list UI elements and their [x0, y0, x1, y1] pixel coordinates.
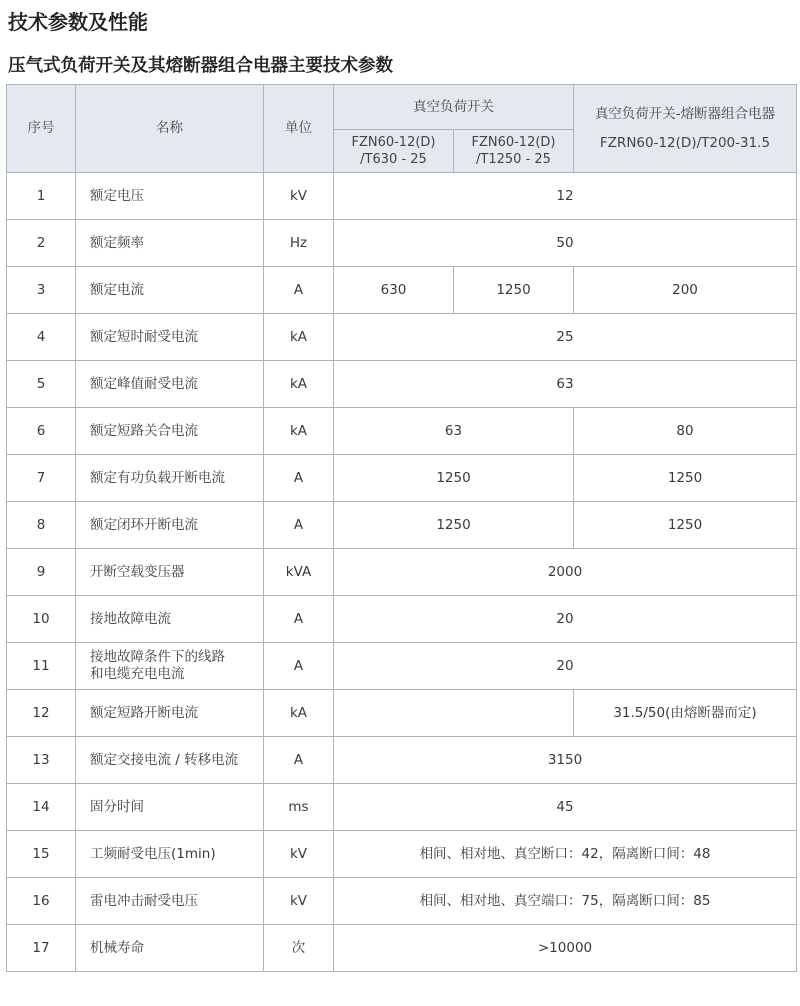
row-name [76, 455, 264, 502]
row-value: 2000 [334, 549, 797, 596]
row-value-vacuum: 1250 [334, 455, 574, 502]
row-unit: A [264, 267, 334, 314]
row-unit: kV [264, 878, 334, 925]
table-row [7, 925, 797, 972]
row-name [76, 878, 264, 925]
header-fzn-t630-line2: /T630 - 25 [360, 152, 427, 167]
row-name-line: 额定有功负载开断电流 [90, 469, 225, 486]
header-name: 名称 [76, 85, 264, 173]
row-seq: 2 [7, 220, 76, 267]
row-value: >10000 [334, 925, 797, 972]
row-name-line: 额定频率 [90, 234, 144, 251]
row-name-line: 额定交接电流 / 转移电流 [90, 751, 239, 768]
table-row [7, 784, 797, 831]
row-unit: kA [264, 314, 334, 361]
row-value-combo: 1250 [574, 455, 797, 502]
row-name [76, 408, 264, 455]
row-name [76, 596, 264, 643]
table-row [7, 361, 797, 408]
row-value-fzn-t630: 630 [334, 267, 454, 314]
row-unit: 次 [264, 925, 334, 972]
header-seq: 序号 [7, 85, 76, 173]
row-name-line: 额定电压 [90, 187, 144, 204]
row-unit: A [264, 455, 334, 502]
row-seq: 17 [7, 925, 76, 972]
header-combo-group [574, 85, 797, 173]
row-unit: kA [264, 408, 334, 455]
table-row [7, 314, 797, 361]
header-vacuum-switch: 真空负荷开关 [334, 85, 574, 130]
table-row [7, 831, 797, 878]
row-value: 25 [334, 314, 797, 361]
row-name [76, 925, 264, 972]
row-name-line: 额定短时耐受电流 [90, 328, 198, 345]
row-value-fzn-t1250: 1250 [454, 267, 574, 314]
row-name [76, 361, 264, 408]
header-fzn-t1250 [454, 130, 574, 173]
row-value-vacuum [334, 690, 574, 737]
row-unit: Hz [264, 220, 334, 267]
table-row [7, 549, 797, 596]
row-seq: 3 [7, 267, 76, 314]
row-name-line: 额定闭环开断电流 [90, 516, 198, 533]
row-value-combo: 1250 [574, 502, 797, 549]
row-value-combo: 200 [574, 267, 797, 314]
row-unit: A [264, 596, 334, 643]
row-name-line: 和电缆充电电流 [90, 666, 185, 682]
row-name-line: 开断空载变压器 [90, 563, 185, 580]
row-value: 3150 [334, 737, 797, 784]
header-fzn-t630-line1: FZN60-12(D) [351, 135, 436, 150]
row-name [76, 314, 264, 361]
row-name [76, 220, 264, 267]
row-value: 45 [334, 784, 797, 831]
row-name [76, 173, 264, 220]
row-unit: kV [264, 173, 334, 220]
row-unit: kVA [264, 549, 334, 596]
row-unit: A [264, 502, 334, 549]
row-seq: 16 [7, 878, 76, 925]
row-name [76, 643, 264, 690]
row-seq: 15 [7, 831, 76, 878]
header-fzn-t1250-line1: FZN60-12(D) [471, 135, 556, 150]
row-name-line: 额定短路开断电流 [90, 704, 198, 721]
row-seq: 12 [7, 690, 76, 737]
row-value: 相间、相对地、真空端口：75，隔离断口间：85 [334, 878, 797, 925]
row-name [76, 502, 264, 549]
row-unit: kA [264, 690, 334, 737]
row-name-line: 接地故障电流 [90, 610, 171, 627]
row-value: 63 [334, 361, 797, 408]
row-name-line: 机械寿命 [90, 939, 144, 956]
row-seq: 5 [7, 361, 76, 408]
table-caption: 压气式负荷开关及其熔断器组合电器主要技术参数 [8, 56, 393, 76]
row-unit: A [264, 643, 334, 690]
table-row [7, 502, 797, 549]
row-seq: 8 [7, 502, 76, 549]
row-value: 50 [334, 220, 797, 267]
header-unit: 单位 [264, 85, 334, 173]
table-row [7, 878, 797, 925]
row-name-line: 固分时间 [90, 798, 144, 815]
row-value-vacuum: 63 [334, 408, 574, 455]
row-seq: 13 [7, 737, 76, 784]
row-seq: 14 [7, 784, 76, 831]
spec-table [6, 84, 797, 972]
table-row [7, 737, 797, 784]
row-name [76, 267, 264, 314]
row-unit: ms [264, 784, 334, 831]
row-value-vacuum: 1250 [334, 502, 574, 549]
row-name-line: 雷电冲击耐受电压 [90, 892, 198, 909]
table-row [7, 455, 797, 502]
row-seq: 9 [7, 549, 76, 596]
header-fzn-t630 [334, 130, 454, 173]
row-seq: 11 [7, 643, 76, 690]
table-row [7, 220, 797, 267]
row-seq: 7 [7, 455, 76, 502]
row-seq: 4 [7, 314, 76, 361]
table-row [7, 643, 797, 690]
row-value: 20 [334, 643, 797, 690]
row-seq: 10 [7, 596, 76, 643]
row-value-combo: 31.5/50(由熔断器而定) [574, 690, 797, 737]
row-name-line: 额定电流 [90, 281, 144, 298]
row-seq: 6 [7, 408, 76, 455]
table-row [7, 690, 797, 737]
table-row [7, 267, 797, 314]
header-combo-model: FZRN60-12(D)/T200-31.5 [599, 134, 771, 151]
row-name [76, 549, 264, 596]
header-row [7, 85, 797, 130]
row-value-combo: 80 [574, 408, 797, 455]
table-row [7, 596, 797, 643]
row-unit: A [264, 737, 334, 784]
row-name-line: 额定短路关合电流 [90, 422, 198, 439]
row-name-line: 接地故障条件下的线路 [90, 649, 225, 665]
row-name-line: 额定峰值耐受电流 [90, 375, 198, 392]
row-value: 20 [334, 596, 797, 643]
row-name [76, 690, 264, 737]
row-name-line: 工频耐受电压(1min) [90, 845, 216, 862]
row-name [76, 784, 264, 831]
header-fzn-t1250-line2: /T1250 - 25 [476, 152, 551, 167]
page-title: 技术参数及性能 [8, 10, 148, 34]
row-name [76, 737, 264, 784]
row-seq: 1 [7, 173, 76, 220]
table-row [7, 408, 797, 455]
row-unit: kA [264, 361, 334, 408]
row-name [76, 831, 264, 878]
row-value: 相间、相对地、真空断口：42，隔离断口间：48 [334, 831, 797, 878]
header-combo-title: 真空负荷开关-熔断器组合电器 [594, 105, 776, 122]
row-unit: kV [264, 831, 334, 878]
row-value: 12 [334, 173, 797, 220]
table-row [7, 173, 797, 220]
